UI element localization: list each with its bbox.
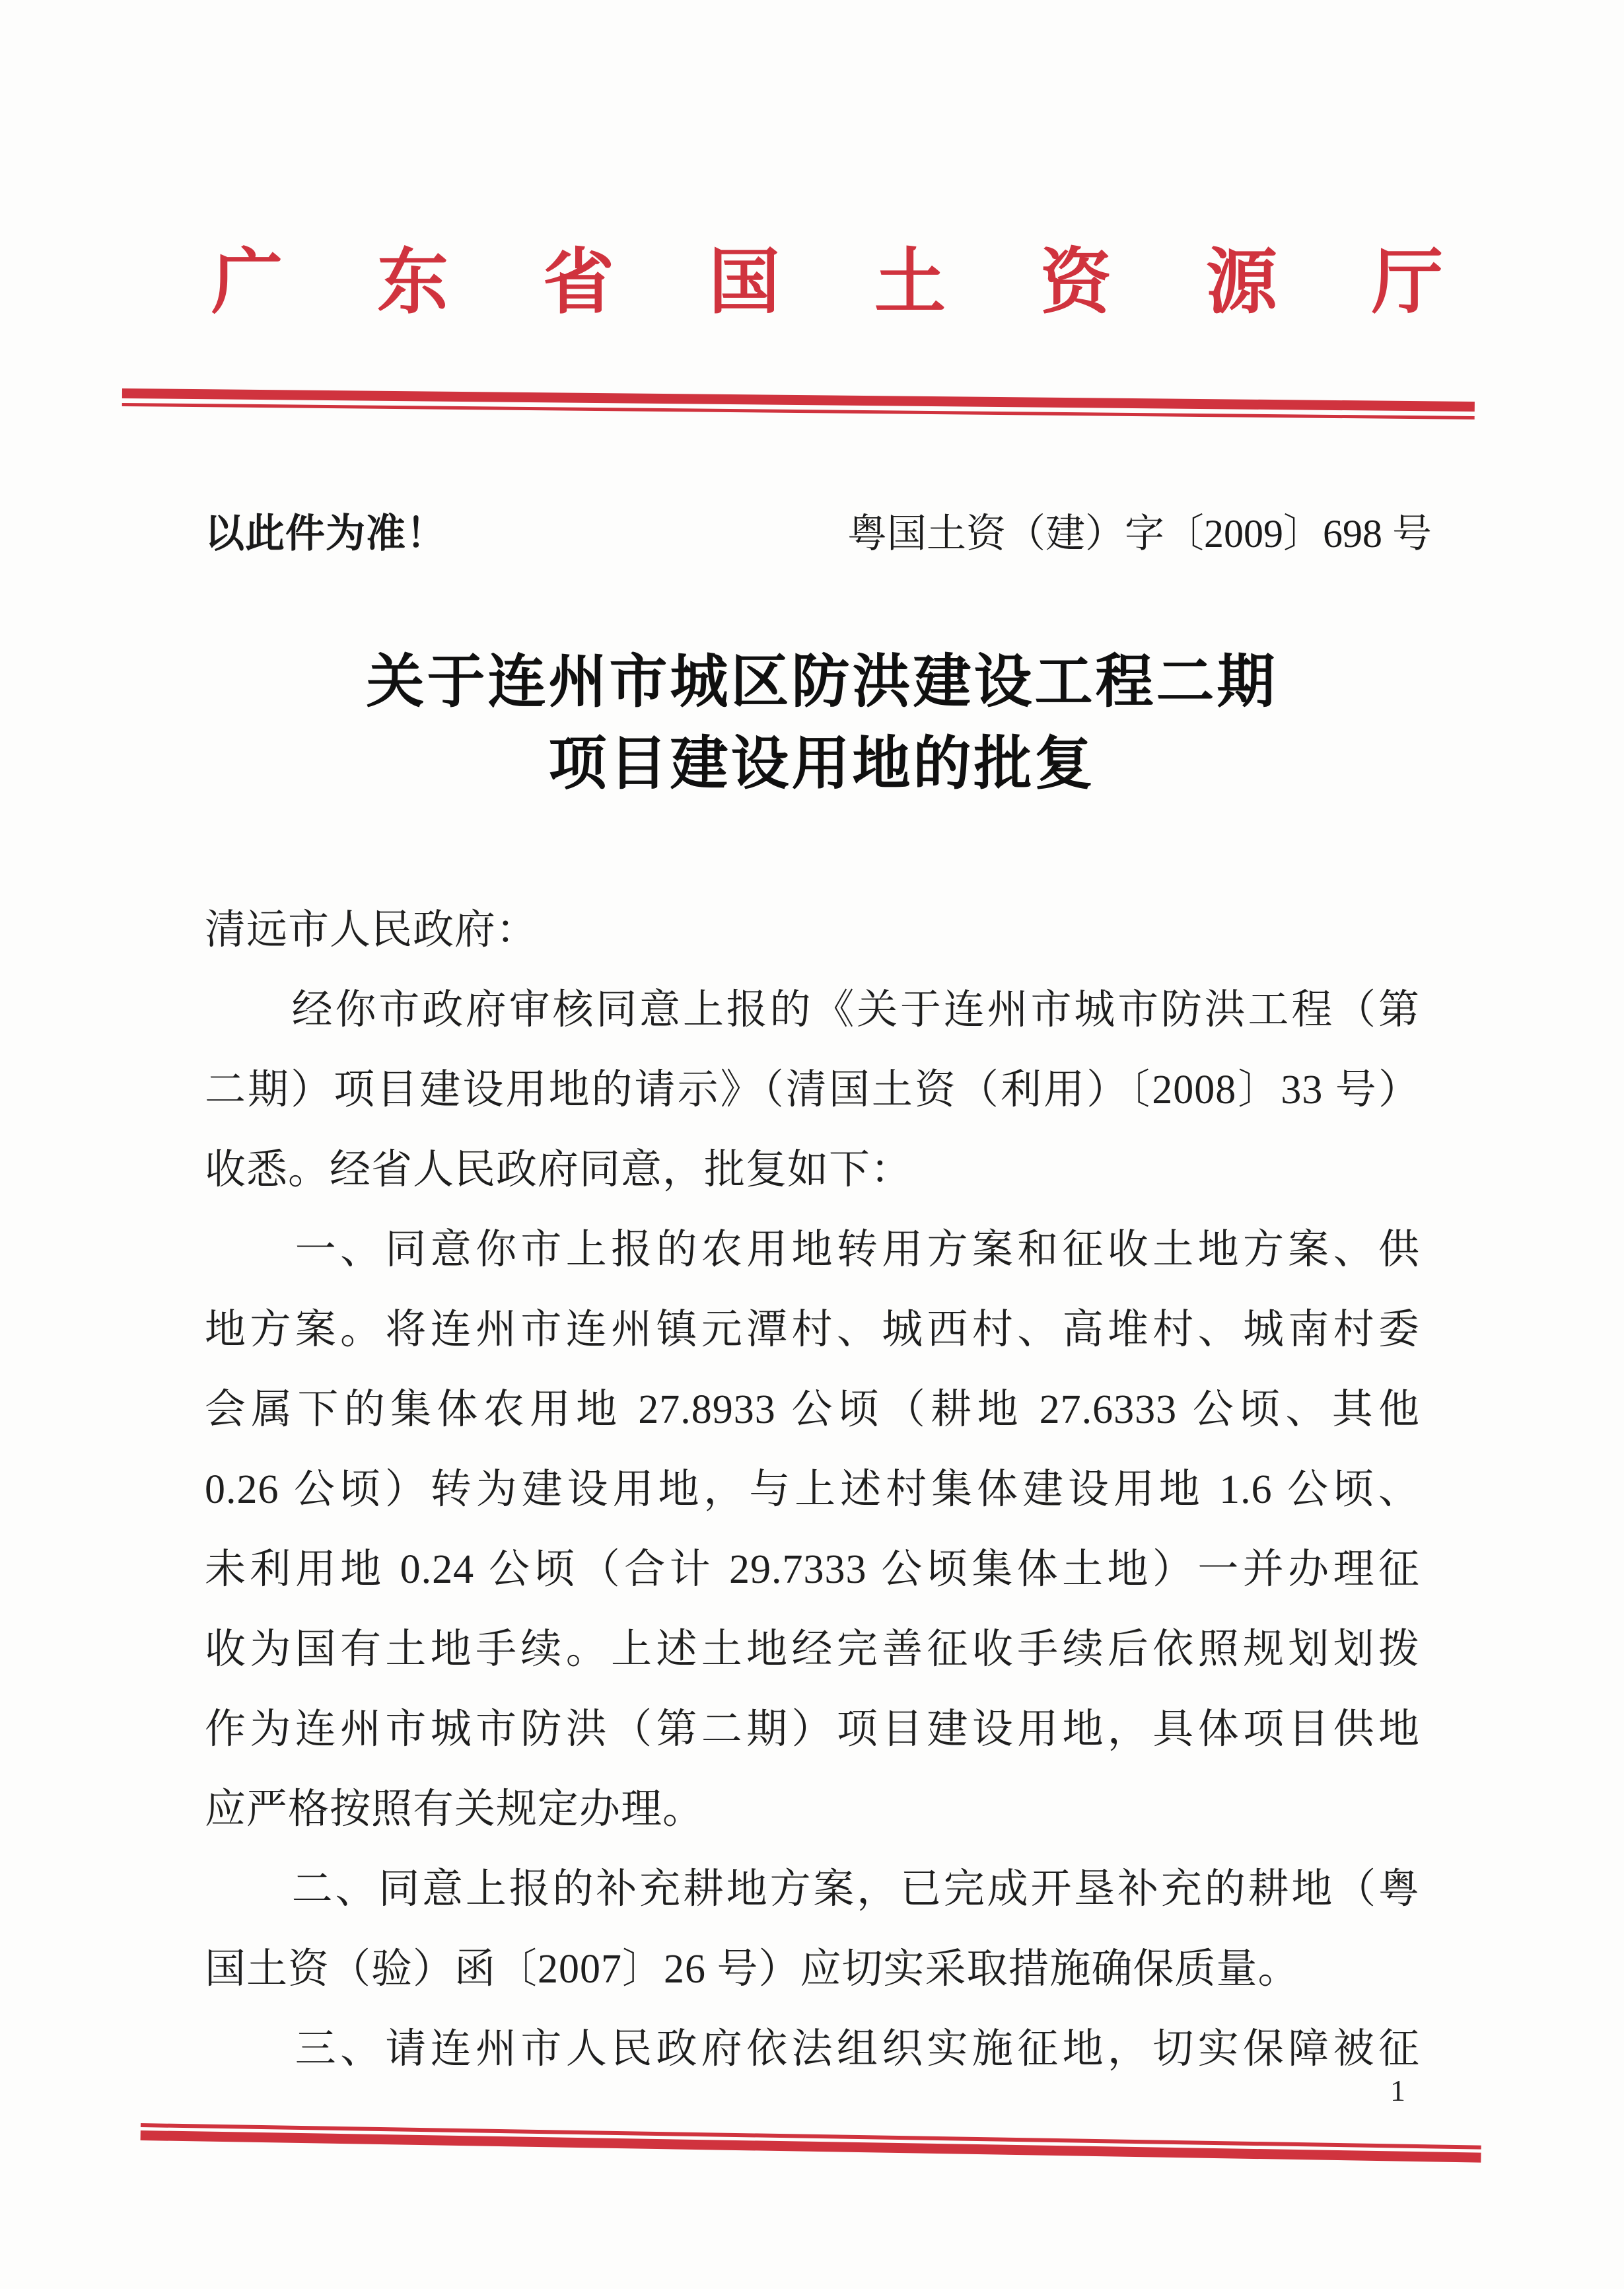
body-line: 作为连州市城市防洪（第二期）项目建设用地，具体项目供地 [205, 1707, 1420, 1752]
document-title [20, 642, 1624, 806]
document-reference-number: 粤国土资（建）字〔2009〕698 号 [847, 512, 1432, 556]
reference-row [205, 502, 1432, 559]
page-number: 1 [1390, 2074, 1405, 2107]
body-line: 收悉。经省人民政府同意，批复如下： [205, 1147, 913, 1192]
body-line: 二、同意上报的补充耕地方案，已完成开垦补充的耕地（粤 [205, 1867, 1420, 1912]
document-title-line1: 关于连州市城区防洪建设工程二期 [366, 651, 1278, 715]
annotation-note: 以此件为准！ [205, 511, 446, 556]
footer-divider-rule [141, 2123, 1481, 2163]
body-text [205, 890, 1420, 2089]
body-line: 收为国有土地手续。上述土地经完善征收手续后依照规划划拨 [205, 1627, 1420, 1672]
body-line: 未利用地 0.24 公顷（合计 29.7333 公顷集体土地）一并办理征 [205, 1547, 1420, 1592]
masthead-divider-rule [122, 388, 1475, 419]
body-line: 国土资（验）函〔2007〕26 号）应切实采取措施确保质量。 [205, 1947, 1300, 1992]
body-line: 地方案。将连州市连州镇元潭村、城西村、高堆村、城南村委 [205, 1307, 1420, 1352]
body-line: 经你市政府审核同意上报的《关于连州市城市防洪工程（第 [205, 988, 1420, 1033]
body-line: 三、请连州市人民政府依法组织实施征地，切实保障被征 [205, 2027, 1420, 2072]
body-line: 应严格按照有关规定办理。 [205, 1787, 705, 1832]
body-line: 0.26 公顷）转为建设用地，与上述村集体建设用地 1.6 公顷、 [205, 1467, 1420, 1512]
agency-masthead: 广东省国土资源厅 [211, 244, 1538, 322]
document-title-line2: 项目建设用地的批复 [548, 733, 1096, 797]
body-line: 一、同意你市上报的农用地转用方案和征收土地方案、供 [205, 1227, 1420, 1272]
body-line: 会属下的集体农用地 27.8933 公顷（耕地 27.6333 公顷、其他 [205, 1387, 1420, 1432]
body-line: 清远市人民政府： [205, 908, 538, 953]
body-line: 二期）项目建设用地的请示》（清国土资（利用）〔2008〕33 号） [205, 1068, 1420, 1112]
